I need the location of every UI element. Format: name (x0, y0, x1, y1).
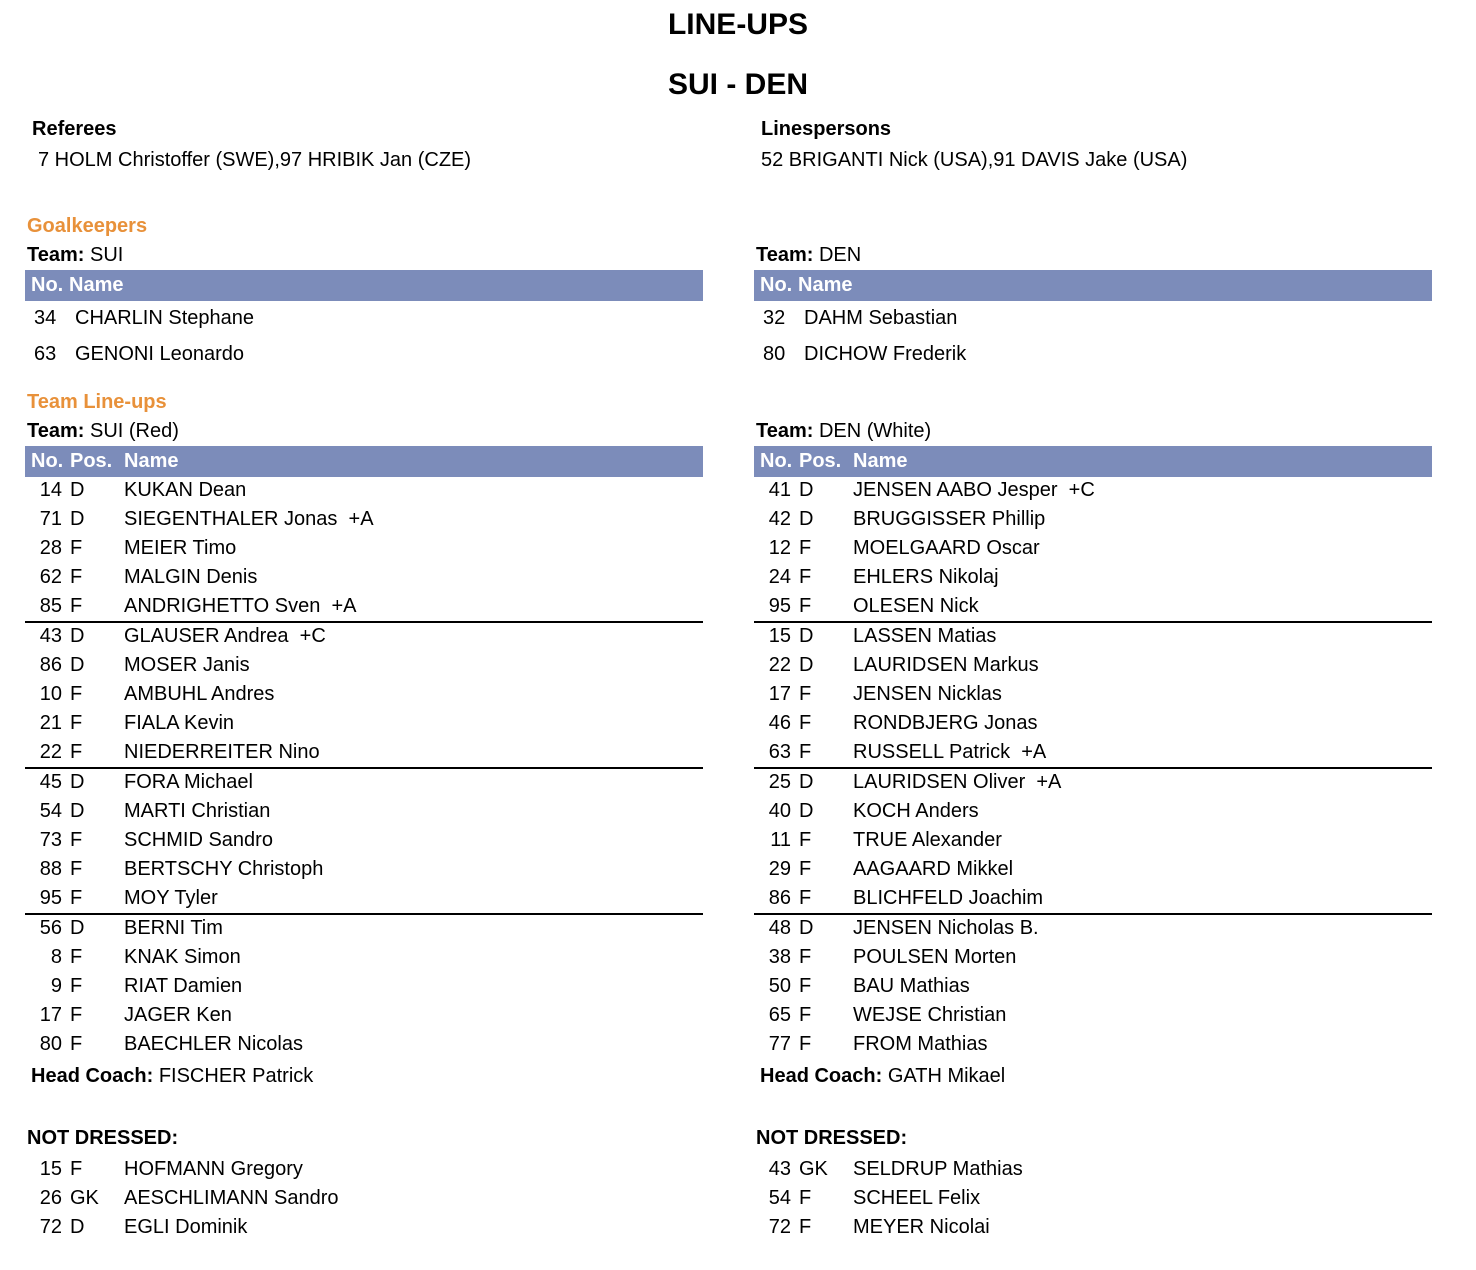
goalkeepers-header-home (25, 270, 703, 301)
team-name: DEN (818, 244, 862, 266)
player-position: F (70, 712, 83, 734)
player-position: F (70, 683, 83, 705)
player-row (754, 477, 1432, 506)
team-name: SUI (89, 244, 124, 266)
player-row (754, 710, 1432, 739)
not-dressed-list-away (754, 1156, 1432, 1243)
player-name: AAGAARD Mikkel (853, 858, 1014, 880)
header-no: No. (31, 450, 64, 472)
player-row (25, 1002, 703, 1031)
player-position: D (799, 771, 814, 793)
player-row (754, 1002, 1432, 1031)
not-dressed-label-away: NOT DRESSED: (756, 1127, 908, 1149)
team-name: DEN (White) (818, 420, 932, 442)
header-name: Name (853, 450, 908, 472)
player-name: AESCHLIMANN Sandro (124, 1187, 339, 1209)
header-no: No. (31, 274, 64, 296)
player-name: RIAT Damien (124, 975, 243, 997)
player-name: JENSEN Nicklas (853, 683, 1002, 705)
player-row (754, 506, 1432, 535)
goalkeeper-row (25, 341, 703, 377)
player-position: F (70, 829, 83, 851)
player-number: 86 (39, 654, 62, 676)
linespersons-value: 52 BRIGANTI Nick (USA),91 DAVIS Jake (USA) (761, 149, 1188, 171)
player-number: 9 (50, 975, 62, 997)
player-name: KUKAN Dean (124, 479, 247, 501)
player-position: F (70, 1158, 83, 1180)
player-name: GLAUSER Andrea +C (124, 625, 326, 647)
player-row (25, 944, 703, 973)
player-row (754, 827, 1432, 856)
player-number: 17 (768, 683, 791, 705)
player-row (25, 798, 703, 827)
player-number: 40 (768, 800, 791, 822)
goalkeeper-row (754, 341, 1432, 377)
player-position: D (799, 917, 814, 939)
player-position: F (70, 887, 83, 909)
player-name: CHARLIN Stephane (75, 307, 254, 329)
head-coach-name: FISCHER Patrick (158, 1065, 314, 1087)
player-row (754, 856, 1432, 885)
player-name: FORA Michael (124, 771, 253, 793)
player-row (25, 652, 703, 681)
player-name: BAECHLER Nicolas (124, 1033, 303, 1055)
player-number: 63 (768, 741, 791, 763)
player-name: MOELGAARD Oscar (853, 537, 1040, 559)
player-number: 72 (39, 1216, 62, 1238)
player-row (25, 769, 703, 798)
player-name: ANDRIGHETTO Sven +A (124, 595, 357, 617)
player-position: F (70, 858, 83, 880)
player-row (25, 681, 703, 710)
player-name: EHLERS Nikolaj (853, 566, 999, 588)
player-position: F (70, 566, 83, 588)
player-position: D (799, 479, 814, 501)
player-name: LAURIDSEN Markus (853, 654, 1039, 676)
player-name: OLESEN Nick (853, 595, 979, 617)
player-row (754, 593, 1432, 621)
player-position: D (70, 625, 85, 647)
player-position: F (799, 887, 812, 909)
player-number: 29 (768, 858, 791, 880)
goalkeeper-row (754, 305, 1432, 341)
lineup-table-home (25, 477, 703, 1060)
player-name: DAHM Sebastian (804, 307, 958, 329)
player-name: NIEDERREITER Nino (124, 741, 320, 763)
player-name: RONDBJERG Jonas (853, 712, 1038, 734)
header-no: No. (760, 274, 793, 296)
player-row (25, 973, 703, 1002)
player-position: F (799, 1004, 812, 1026)
page-title: LINE-UPS (667, 8, 808, 41)
player-row (754, 769, 1432, 798)
player-name: BLICHFELD Joachim (853, 887, 1044, 909)
player-name: SCHMID Sandro (124, 829, 273, 851)
player-position: D (70, 479, 85, 501)
player-number: 26 (39, 1187, 62, 1209)
player-row (754, 681, 1432, 710)
player-position: D (799, 508, 814, 530)
player-position: F (799, 858, 812, 880)
player-row (25, 506, 703, 535)
player-position: D (70, 508, 85, 530)
player-number: 43 (39, 625, 62, 647)
head-coach-label: Head Coach: (31, 1065, 154, 1087)
player-row (25, 739, 703, 767)
player-number: 8 (50, 946, 62, 968)
player-name: FIALA Kevin (124, 712, 235, 734)
player-name: MEYER Nicolai (853, 1216, 990, 1238)
player-row (754, 1031, 1432, 1060)
player-row (754, 535, 1432, 564)
player-position: F (799, 712, 812, 734)
header-name: Name (69, 274, 124, 296)
player-row (25, 1214, 703, 1243)
player-name: MOY Tyler (124, 887, 218, 909)
head-coach-label: Head Coach: (760, 1065, 883, 1087)
player-row (25, 856, 703, 885)
player-number: 77 (768, 1033, 791, 1055)
player-name: JAGER Ken (124, 1004, 232, 1026)
header-name: Name (798, 274, 853, 296)
player-position: F (799, 1187, 812, 1209)
player-row (754, 944, 1432, 973)
player-number: 24 (768, 566, 791, 588)
player-name: DICHOW Frederik (804, 343, 967, 365)
player-number: 22 (39, 741, 62, 763)
player-position: F (799, 741, 812, 763)
player-name: RUSSELL Patrick +A (853, 741, 1047, 763)
player-row (25, 827, 703, 856)
lineups-header-home (25, 446, 703, 477)
team-label: Team: (27, 244, 85, 266)
team-label: Team: (756, 244, 814, 266)
player-number: 56 (39, 917, 62, 939)
player-number: 71 (39, 508, 62, 530)
player-number: 73 (39, 829, 62, 851)
player-position: F (70, 946, 83, 968)
player-number: 25 (768, 771, 791, 793)
player-number: 80 (39, 1033, 62, 1055)
player-row (754, 623, 1432, 652)
player-number: 11 (770, 829, 791, 851)
player-number: 45 (39, 771, 62, 793)
player-row (754, 739, 1432, 767)
player-number: 50 (768, 975, 791, 997)
player-number: 15 (768, 625, 791, 647)
player-number: 85 (39, 595, 62, 617)
player-position: F (799, 537, 812, 559)
player-name: TRUE Alexander (853, 829, 1002, 851)
goalkeeper-row (25, 305, 703, 341)
header-pos: Pos. (70, 450, 113, 472)
player-position: F (799, 683, 812, 705)
player-row (25, 1031, 703, 1060)
player-number: 34 (34, 307, 57, 329)
player-number: 95 (768, 595, 791, 617)
header-no: No. (760, 450, 793, 472)
player-number: 95 (39, 887, 62, 909)
player-name: EGLI Dominik (124, 1216, 248, 1238)
player-number: 10 (39, 683, 62, 705)
player-position: F (70, 975, 83, 997)
player-row (25, 564, 703, 593)
player-position: D (799, 654, 814, 676)
player-position: GK (799, 1158, 828, 1180)
player-row (754, 973, 1432, 1002)
player-number: 12 (768, 537, 791, 559)
player-name: WEJSE Christian (853, 1004, 1007, 1026)
player-row (754, 564, 1432, 593)
player-number: 43 (768, 1158, 791, 1180)
goalkeepers-list-home (25, 305, 703, 377)
player-number: 72 (768, 1216, 791, 1238)
head-coach-home (31, 1065, 313, 1088)
player-number: 21 (39, 712, 62, 734)
player-row (25, 915, 703, 944)
lineups-header-away (754, 446, 1432, 477)
player-number: 28 (39, 537, 62, 559)
player-row (754, 1185, 1432, 1214)
player-name: MEIER Timo (124, 537, 237, 559)
player-name: SCHEEL Felix (853, 1187, 981, 1209)
player-number: 65 (768, 1004, 791, 1026)
lineups-section-title: Team Line-ups (27, 391, 167, 413)
player-position: F (799, 566, 812, 588)
player-number: 32 (763, 307, 786, 329)
player-number: 88 (39, 858, 62, 880)
player-name: HOFMANN Gregory (124, 1158, 303, 1180)
player-number: 86 (768, 887, 791, 909)
player-name: KOCH Anders (853, 800, 979, 822)
player-number: 54 (768, 1187, 791, 1209)
player-position: F (799, 975, 812, 997)
player-row (25, 885, 703, 913)
player-name: BERTSCHY Christoph (124, 858, 324, 880)
player-row (754, 915, 1432, 944)
player-number: 22 (768, 654, 791, 676)
player-row (25, 1156, 703, 1185)
player-row (754, 652, 1432, 681)
player-name: FROM Mathias (853, 1033, 988, 1055)
player-name: AMBUHL Andres (124, 683, 275, 705)
player-name: LAURIDSEN Oliver +A (853, 771, 1062, 793)
not-dressed-list-home (25, 1156, 703, 1243)
not-dressed-label-home: NOT DRESSED: (27, 1127, 179, 1149)
player-number: 46 (768, 712, 791, 734)
header-name: Name (124, 450, 179, 472)
player-position: F (799, 595, 812, 617)
player-row (754, 885, 1432, 913)
player-number: 62 (39, 566, 62, 588)
player-name: SELDRUP Mathias (853, 1158, 1023, 1180)
goalkeepers-list-away (754, 305, 1432, 377)
goalkeepers-team-home (27, 244, 123, 267)
header-pos: Pos. (799, 450, 842, 472)
player-position: D (799, 800, 814, 822)
player-number: 48 (768, 917, 791, 939)
player-row (25, 1185, 703, 1214)
player-name: POULSEN Morten (853, 946, 1017, 968)
player-position: F (799, 1216, 812, 1238)
player-row (25, 710, 703, 739)
player-position: F (799, 829, 812, 851)
player-number: 54 (39, 800, 62, 822)
player-number: 80 (763, 343, 786, 365)
player-name: MOSER Janis (124, 654, 250, 676)
head-coach-name: GATH Mikael (887, 1065, 1006, 1087)
player-position: D (70, 1216, 85, 1238)
player-name: LASSEN Matias (853, 625, 997, 647)
player-position: F (799, 946, 812, 968)
player-position: D (70, 917, 85, 939)
player-position: F (70, 1004, 83, 1026)
player-row (25, 593, 703, 621)
player-position: F (70, 537, 83, 559)
player-position: D (70, 771, 85, 793)
referees-value: 7 HOLM Christoffer (SWE),97 HRIBIK Jan (CZE) (38, 149, 472, 171)
player-position: F (70, 595, 83, 617)
player-row (754, 798, 1432, 827)
player-name: MARTI Christian (124, 800, 271, 822)
player-name: BERNI Tim (124, 917, 223, 939)
player-number: 15 (39, 1158, 62, 1180)
player-position: GK (70, 1187, 99, 1209)
player-name: JENSEN AABO Jesper +C (853, 479, 1095, 501)
player-name: BRUGGISSER Phillip (853, 508, 1046, 530)
matchup-title: SUI - DEN (667, 68, 808, 101)
player-name: SIEGENTHALER Jonas +A (124, 508, 374, 530)
head-coach-away (760, 1065, 1005, 1088)
player-name: GENONI Leonardo (75, 343, 244, 365)
player-number: 14 (39, 479, 62, 501)
lineups-team-home (27, 420, 179, 443)
player-row (754, 1156, 1432, 1185)
goalkeepers-section-title: Goalkeepers (27, 215, 148, 237)
player-number: 38 (768, 946, 791, 968)
player-name: BAU Mathias (853, 975, 970, 997)
goalkeepers-header-away (754, 270, 1432, 301)
player-name: KNAK Simon (124, 946, 241, 968)
referees-label: Referees (32, 118, 117, 140)
player-number: 17 (39, 1004, 62, 1026)
player-position: D (70, 800, 85, 822)
lineups-team-away (756, 420, 931, 443)
player-position: F (70, 741, 83, 763)
player-row (25, 535, 703, 564)
player-position: F (70, 1033, 83, 1055)
player-position: F (799, 1033, 812, 1055)
player-number: 42 (768, 508, 791, 530)
linespersons-label: Linespersons (761, 118, 892, 140)
player-name: MALGIN Denis (124, 566, 258, 588)
lineup-table-away (754, 477, 1432, 1060)
player-row (754, 1214, 1432, 1243)
player-position: D (70, 654, 85, 676)
goalkeepers-team-away (756, 244, 861, 267)
player-number: 41 (768, 479, 791, 501)
player-row (25, 477, 703, 506)
team-name: SUI (Red) (89, 420, 179, 442)
team-label: Team: (27, 420, 85, 442)
player-number: 63 (34, 343, 57, 365)
player-name: JENSEN Nicholas B. (853, 917, 1039, 939)
team-label: Team: (756, 420, 814, 442)
player-row (25, 623, 703, 652)
player-position: D (799, 625, 814, 647)
